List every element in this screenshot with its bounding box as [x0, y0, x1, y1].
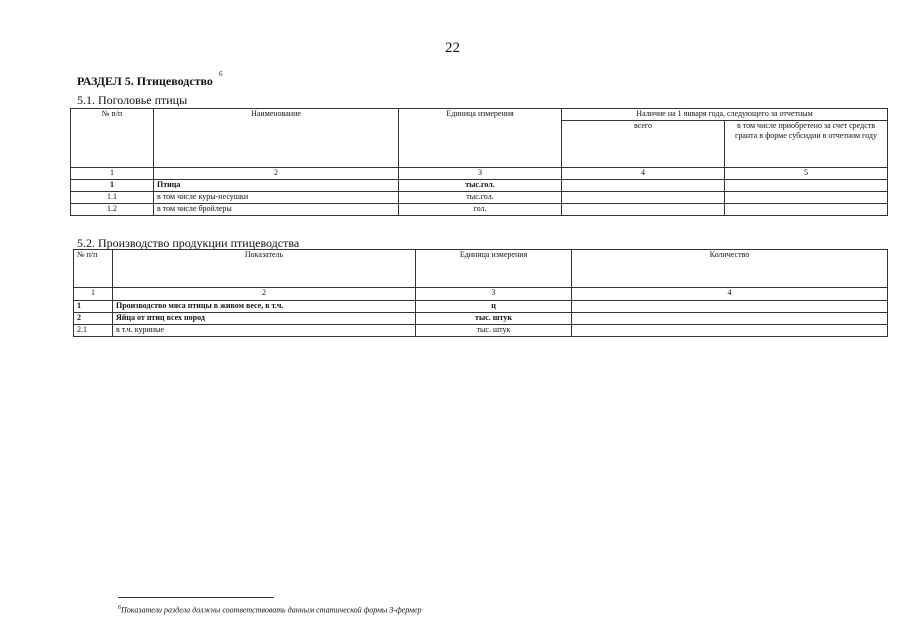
row-name: Производство мяса птицы в живом весе, в т.ч.	[113, 301, 416, 313]
col-number: 3	[416, 288, 572, 301]
header-num: № п/п	[71, 109, 154, 168]
col-number: 5	[725, 168, 888, 180]
section-title	[77, 70, 223, 89]
col-number: 3	[399, 168, 562, 180]
header-group: Наличие на 1 января года, следующего за отчетным	[562, 109, 888, 121]
footnote-divider	[118, 597, 274, 598]
row-grant-cell[interactable]	[725, 204, 888, 216]
footnote-text: Показатели раздела должны соответствовать данным статической формы 3-фермер	[121, 605, 422, 615]
row-unit: тыс. штук	[416, 313, 572, 325]
row-total-cell[interactable]	[562, 192, 725, 204]
row-num: 2.1	[74, 325, 113, 337]
col-number: 2	[154, 168, 399, 180]
col-number: 1	[74, 288, 113, 301]
header-grant: в том числе приобретено за счет средств гранта в форме субсидии в отчетном году	[725, 121, 888, 168]
header-total: всего	[562, 121, 725, 168]
row-num: 1	[71, 180, 154, 192]
row-name: в т.ч. куриные	[113, 325, 416, 337]
production-table	[73, 249, 888, 337]
row-grant-cell[interactable]	[725, 180, 888, 192]
header-num: № п/п	[74, 250, 113, 288]
row-qty-cell[interactable]	[572, 301, 888, 313]
col-number: 2	[113, 288, 416, 301]
row-num: 1.2	[71, 204, 154, 216]
row-qty-cell[interactable]	[572, 325, 888, 337]
livestock-table	[70, 108, 888, 216]
section-title-text: РАЗДЕЛ 5. Птицеводство	[77, 74, 213, 88]
header-qty: Количество	[572, 250, 888, 288]
col-number: 1	[71, 168, 154, 180]
row-name: Птица	[154, 180, 399, 192]
row-num: 1.1	[71, 192, 154, 204]
footnote	[118, 605, 422, 615]
row-total-cell[interactable]	[562, 204, 725, 216]
row-unit: тыс.гол.	[399, 192, 562, 204]
table-row	[71, 192, 888, 204]
footnote-number: 6	[118, 605, 121, 611]
row-grant-cell[interactable]	[725, 192, 888, 204]
row-num: 1	[74, 301, 113, 313]
row-name: Яйца от птиц всех пород	[113, 313, 416, 325]
table-row	[71, 204, 888, 216]
col-number: 4	[572, 288, 888, 301]
row-qty-cell[interactable]	[572, 313, 888, 325]
header-indicator: Показатель	[113, 250, 416, 288]
row-num: 2	[74, 313, 113, 325]
header-name: Наименование	[154, 109, 399, 168]
row-name: в том числе бройлеры	[154, 204, 399, 216]
table1-title: 5.1. Поголовье птицы	[77, 93, 188, 107]
page-number: 22	[445, 40, 460, 56]
header-unit: Единица измерения	[416, 250, 572, 288]
table-row	[71, 180, 888, 192]
col-number: 4	[562, 168, 725, 180]
table-row	[74, 313, 888, 325]
header-unit: Единица измерения	[399, 109, 562, 168]
row-total-cell[interactable]	[562, 180, 725, 192]
row-unit: гол.	[399, 204, 562, 216]
row-name: в том числе куры-несушки	[154, 192, 399, 204]
table2-title: 5.2. Производство продукции птицеводства	[77, 236, 300, 250]
table-row	[74, 301, 888, 313]
footnote-mark: 6	[218, 70, 223, 78]
row-unit: ц	[416, 301, 572, 313]
row-unit: тыс.гол.	[399, 180, 562, 192]
row-unit: тыс. штук	[416, 325, 572, 337]
table-row	[74, 325, 888, 337]
